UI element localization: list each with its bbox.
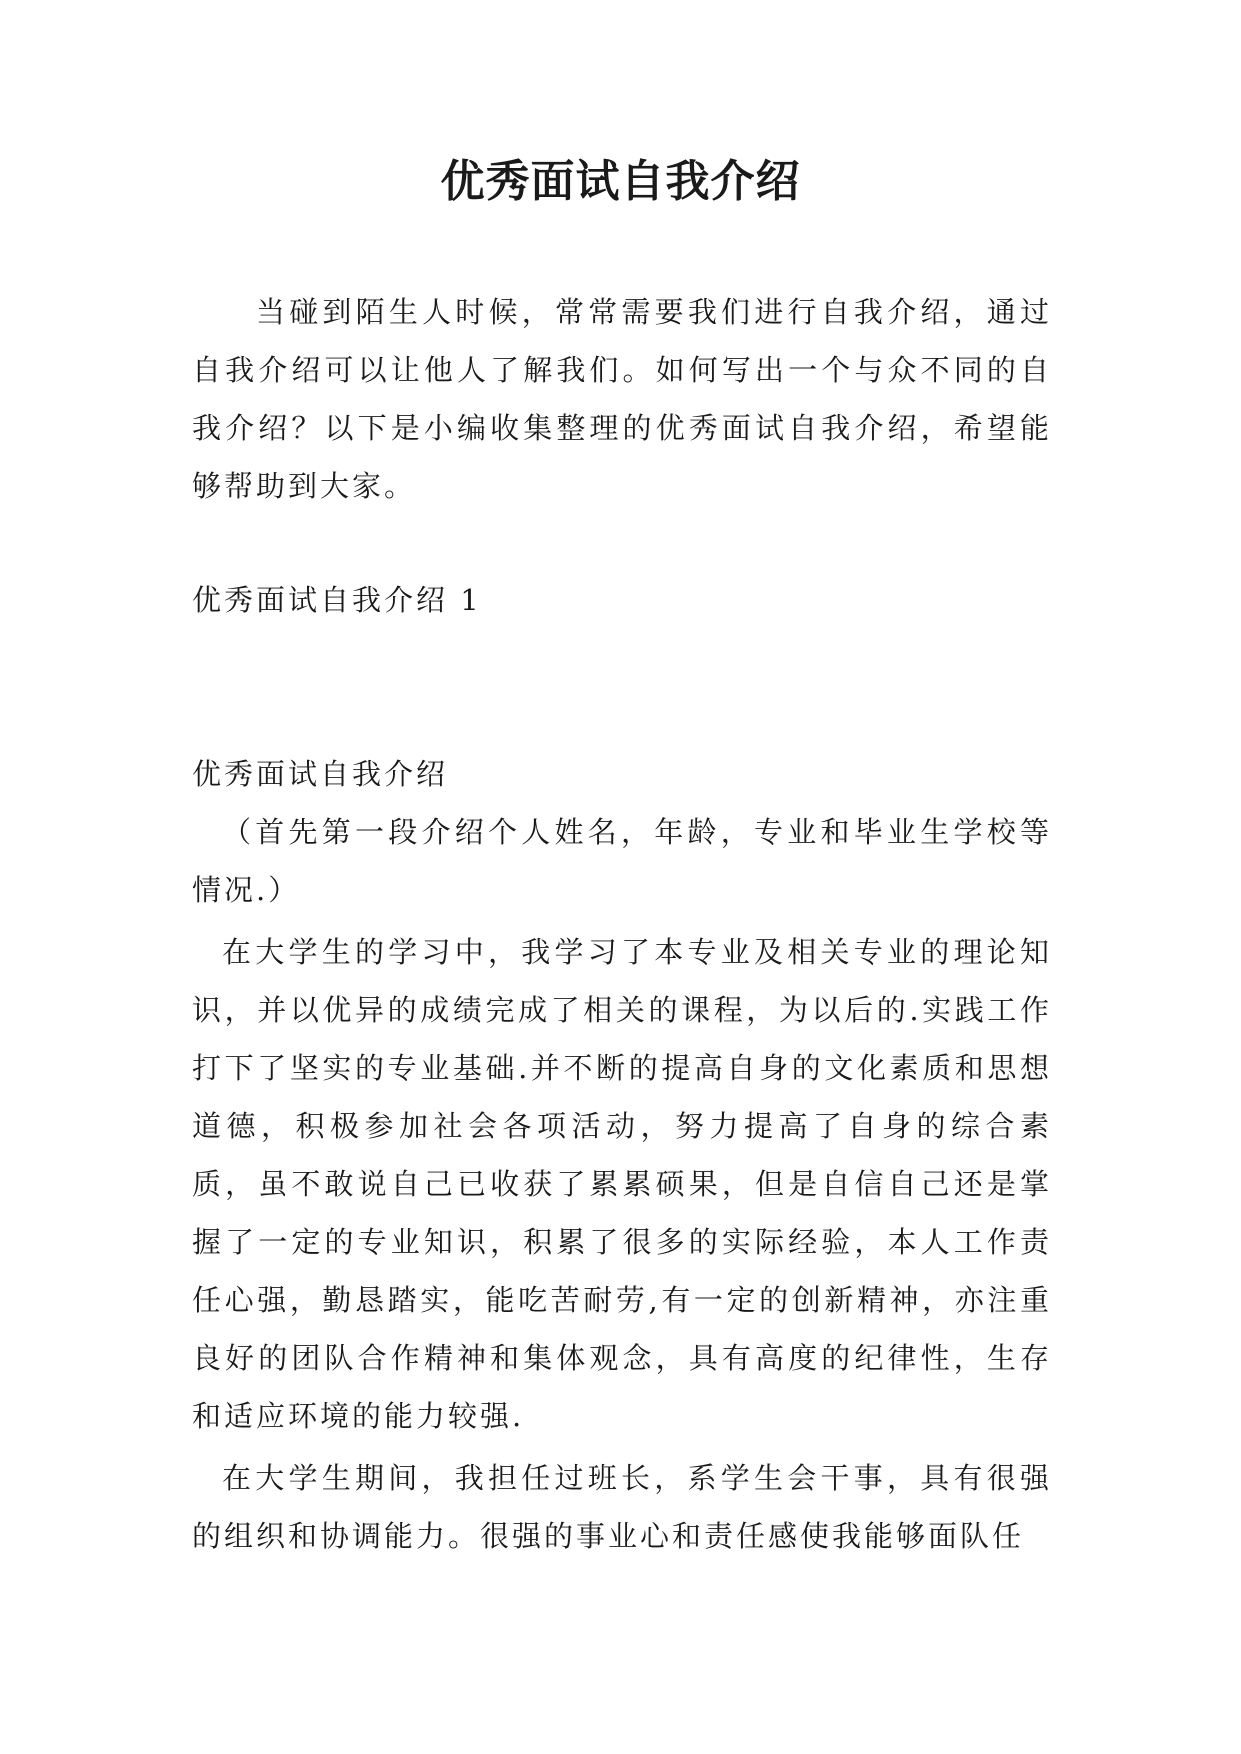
- document-title: 优秀面试自我介绍: [440, 156, 801, 207]
- subheading: 优秀面试自我介绍: [192, 757, 449, 791]
- intro-paragraph: 当碰到陌生人时候，常常需要我们进行自我介绍，通过自我介绍可以让他人了解我们。如何写出一个与众不同的自我介绍？以下是小编收集整理的优秀面试自我介绍，希望能够帮助到大家。: [192, 295, 1052, 503]
- body-paragraph-1: （首先第一段介绍个人姓名，年龄，专业和毕业生学校等情况.）: [192, 815, 1052, 907]
- body-paragraph-3: 在大学生期间，我担任过班长，系学生会干事，具有很强的组织和协调能力。很强的事业心和责任感使我能够面队任: [192, 1461, 1052, 1553]
- body-paragraph-2: 在大学生的学习中，我学习了本专业及相关专业的理论知识，并以优异的成绩完成了相关的课程，为以后的.实践工作打下了坚实的专业基础.并不断的提高自身的文化素质和思想道德，积极参加社会各项活动，努力提高了自身的综合素质，虽不敢说自己已收获了累累硕果，但是自信自己还是掌握了一定的专业知识，积累了很多的实际经验，本人工作责任心强，勤恳踏实，能吃苦耐劳,有一定的创新精神，亦注重良好的团队合作精神和集体观念，具有高度的纪律性，生存和适应环境的能力较强.: [192, 935, 1052, 1433]
- section-heading: 优秀面试自我介绍 1: [192, 583, 482, 617]
- document-body: [192, 283, 1052, 1565]
